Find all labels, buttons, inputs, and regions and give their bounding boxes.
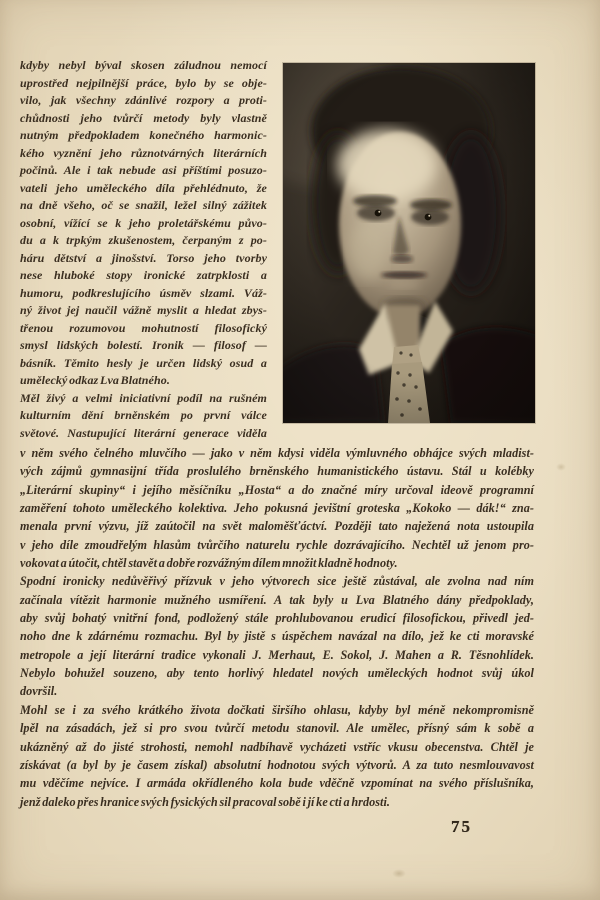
text-line: menala první výzvu, jíž zaútočil na svět maloměšťáctví. Později tato naježená nota ustoupila <box>20 519 534 534</box>
text-line: vilo, jak všechny zdánlivé rozpory a proti- <box>20 93 267 107</box>
man-portrait-illustration <box>283 63 535 423</box>
text-line: dovršil. <box>20 684 58 699</box>
text-line: nutným předpokladem konečného harmonic- <box>20 128 267 142</box>
full-width-text <box>20 444 534 811</box>
text-line: osobní, vížící se k jeho proletářskému půvo- <box>20 215 267 230</box>
text-line: umělecký odkaz Lva Blatného. <box>20 373 170 387</box>
text-column <box>20 57 267 442</box>
text-line: počinů. Ale i tak nebude asi příštími posuzo- <box>20 163 267 177</box>
text-line: Měl živý a velmi iniciativní podíl na rušném <box>20 390 267 405</box>
text-line: světové. Nastupující literární generace viděla <box>20 425 267 440</box>
text-line: mu vděčíme nejvíce. I armáda okřídleného kola bude vděčně vzpomínat na svého příslušníka, <box>20 776 534 791</box>
text-line: začínala vítězit harmonie mužného usmíření. A tak byly u Lva Blatného dány předpoklady, <box>20 592 534 607</box>
text-line: kulturním dění brněnském po první válce <box>20 408 267 422</box>
text-line: vokovat a útočit, chtěl stavět a dobře rozvážným dílem množit kladně hodnoty. <box>20 556 398 571</box>
text-line: smysl lidských bolestí. Ironik — filosof — <box>20 338 267 352</box>
text-line: zaměření tohoto uměleckého kolektiva. Jeho pokusná jevištní groteska „Kokoko — dák!“ zna- <box>20 501 534 516</box>
text-line: uprostřed nejpilnější práce, bylo by se obje- <box>20 75 267 90</box>
text-line: Spodní ironicky nedůvěřivý přízvuk v jeho výtvorech sice ještě zůstával, ale zvolna nad ním <box>20 574 534 589</box>
text-line: du a k trpkým zkušenostem, čerpaným z po- <box>20 233 267 247</box>
text-line: chůdnosti jeho tvůrčí metody byly vlastně <box>20 110 267 125</box>
text-line: ukázněný až do jisté strohosti, nemohl nadbíhavě vycházeti vstříc vkusu obecenstva. Chtěl je <box>20 739 534 754</box>
text-line: třenou rozumovou mohutností filosofický <box>20 320 267 335</box>
text-line: metropole a její literární tradice vykonali J. Merhaut, E. Sokol, J. Mahen a R. Těsnohlídek. <box>20 647 534 662</box>
text-line: vých zájmů gymnasijní třída proslulého brněnského humanistického ústavu. Stál u kolébky <box>20 464 534 479</box>
text-line: Mohl se i za svého krátkého života dočkati širšího ohlasu, kdyby byl méně nekompromisně <box>20 702 534 717</box>
text-line: jenž daleko přes hranice svých fysických sil pracoval sobě i jí ke cti a hrdosti. <box>20 794 391 809</box>
text-line: lpěl na zásadách, jež si pro svou tvůrčí metodu stanovil. Ale umělec, přísný sám k sobě a <box>20 721 534 736</box>
text-line: humoru, podkreslujícího úsměv slzami. Váž- <box>20 285 267 300</box>
paper-speck <box>556 463 566 471</box>
text-line: získávat (a byl by je časem získal) absolutní hodnotou svých výtvorů. A za tuto nesmlouvavost <box>20 757 534 772</box>
portrait-photo <box>283 63 535 423</box>
page-number: 75 <box>451 817 472 836</box>
text-line: aby svůj bohatý vnitřní fond, podložený stále prohlubovanou erudicí filosofickou, přivedl jed- <box>20 611 534 626</box>
text-line: Nebylo bohužel souzeno, aby tento horlivý hledatel nových uměleckých hodnot svůj úkol <box>20 666 534 681</box>
text-line: na dně všeho, oč se snažil, ležel silný zážitek <box>20 198 267 212</box>
text-line: noho dne k zdárnému rozmachu. Byl by jistě s úspěchem navázal na dílo, jež ke cti moravské <box>20 629 534 644</box>
text-line: nese hluboké stopy ironické zatrpklosti a <box>20 268 267 282</box>
text-line: „Literární skupiny“ i jejího měsíčníku „Hosta“ a do značné míry určoval ideově programní <box>20 482 534 497</box>
text-line: ný život jej naučil vážně myslit a hledat zbys- <box>20 303 267 317</box>
text-line: vateli jeho uměleckého díla přehlédnuto, že <box>20 180 267 195</box>
text-line: kého vyznění jeho různotvárných literárních <box>20 145 267 160</box>
text-line: háru dětství a jinošství. Torso jeho tvorby <box>20 250 267 265</box>
text-line: v něm svého čelného mluvčího — jako v něm kdysi viděla výmluvného obhájce svých mladist- <box>20 446 534 460</box>
text-line: básník. Těmito hesly je určen lidský osud a <box>20 355 267 370</box>
text-line: kdyby nebyl býval skosen záludnou nemocí <box>20 58 267 72</box>
paper-speck <box>392 869 406 878</box>
text-line: v jeho díle zmoudřelým hlasům tvůrčího naturelu rychle dozrávajícího. Nechtěl už jenom pro- <box>20 537 534 552</box>
